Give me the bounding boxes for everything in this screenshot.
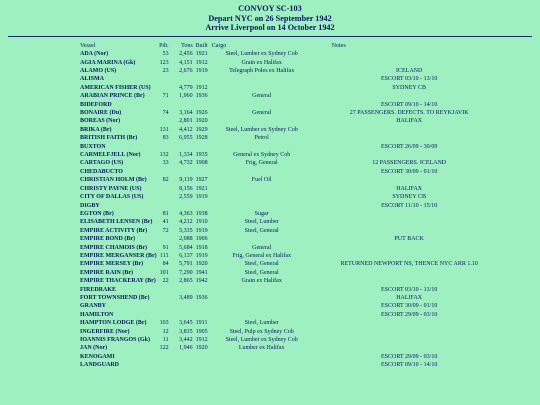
vessel-cell: CARTAGO (US) xyxy=(80,160,124,167)
pdt-cell xyxy=(157,361,173,369)
vessel-cell: AGIA MARINA (Gk) xyxy=(80,59,136,66)
vessel-cell: EMPIRE MERGANSER (Br) xyxy=(80,252,157,259)
tons-cell: 3,164 xyxy=(179,110,193,117)
built-cell: 1936 xyxy=(195,294,208,301)
tons-cell xyxy=(173,202,196,210)
cargo-cell: Steel, Lumber ex Sydney Cob xyxy=(225,51,298,58)
notes-cell: 12 PASSENGERS. ICELAND xyxy=(372,160,447,167)
table-row xyxy=(80,151,507,159)
notes-cell xyxy=(312,344,507,352)
vessel-cell: JAN (Nor) xyxy=(80,345,108,352)
cargo-cell: Steel, General xyxy=(244,261,279,268)
cargo-cell: Steel, General xyxy=(244,227,279,234)
pdt-cell xyxy=(157,101,173,109)
pdt-cell xyxy=(157,185,173,193)
cargo-cell: Steel, Lumber xyxy=(244,219,279,226)
vessel-cell: EMPIRE MERSEY (Br) xyxy=(80,261,144,268)
pdt-cell: 33 xyxy=(162,160,169,167)
cargo-cell: Steel, Lumber xyxy=(244,320,279,327)
cargo-cell xyxy=(212,143,312,151)
table-row xyxy=(80,235,507,243)
built-cell xyxy=(196,353,212,361)
arrive-line: Arrive Liverpool on 14 October 1942 xyxy=(205,23,335,33)
vessel-cell: ALISMA xyxy=(80,76,105,83)
table-row xyxy=(80,328,507,336)
built-cell: 1912 xyxy=(195,337,208,343)
table-row xyxy=(80,185,507,193)
table-row xyxy=(80,109,507,117)
notes-cell xyxy=(312,92,507,100)
vessel-cell: CARMELFJELL (Nor) xyxy=(80,152,141,159)
notes-cell xyxy=(312,176,507,184)
pdt-cell xyxy=(157,193,173,201)
tons-cell: 1,334 xyxy=(179,152,193,159)
tons-cell: 6,955 xyxy=(179,135,193,142)
vessel-cell: ELISABETH LENSEN (Br) xyxy=(80,219,153,226)
notes-cell xyxy=(312,252,507,260)
table-row xyxy=(80,134,507,142)
cargo-cell: General xyxy=(252,93,272,100)
pdt-cell: 82 xyxy=(162,177,169,184)
built-cell xyxy=(196,302,212,310)
built-cell: 1928 xyxy=(195,135,208,142)
table-row xyxy=(80,126,507,134)
built-cell: 1910 xyxy=(195,219,208,226)
pdt-cell: 22 xyxy=(162,278,169,285)
pdt-cell xyxy=(157,235,173,243)
notes-cell xyxy=(312,319,507,327)
table-row xyxy=(80,159,507,167)
cargo-cell xyxy=(212,101,312,109)
pdt-cell: 11 xyxy=(162,337,169,343)
built-cell: 1929 xyxy=(195,126,208,133)
pdt-cell: 101 xyxy=(159,269,169,276)
notes-cell: ESCORT 26/09 - 30/09 xyxy=(380,143,438,150)
pdt-cell xyxy=(157,302,173,310)
pdt-cell xyxy=(157,143,173,151)
table-row xyxy=(80,260,507,268)
vessel-cell: DIGBY xyxy=(80,202,100,209)
tons-cell: 3,442 xyxy=(179,337,193,343)
tons-cell: 4,412 xyxy=(179,126,193,133)
tons-cell xyxy=(173,311,196,319)
notes-cell xyxy=(312,336,507,344)
table-row xyxy=(80,117,507,125)
tons-cell: 2,456 xyxy=(179,51,193,58)
table-row xyxy=(80,361,507,369)
tons-cell: 4,363 xyxy=(179,210,193,217)
vessel-cell: EMPIRE RAIN (Br) xyxy=(80,269,133,276)
tons-cell: 6,137 xyxy=(179,252,193,259)
tons-cell: 1,946 xyxy=(179,345,193,352)
vessel-cell: CHRISTY PAYNE (US) xyxy=(80,185,142,192)
notes-cell: HALIFAX xyxy=(396,294,423,301)
pdt-cell: 111 xyxy=(160,252,169,259)
vessel-cell: IOANNIS FRANGOS (Gk) xyxy=(80,337,151,343)
pdt-cell xyxy=(157,311,173,319)
pdt-cell: 72 xyxy=(162,227,169,234)
table-row xyxy=(80,286,507,294)
tons-cell: 3,645 xyxy=(179,320,193,327)
built-cell: 1911 xyxy=(195,320,208,327)
tons-cell: 2,865 xyxy=(179,278,193,285)
cargo-cell: Steel, Lumber ex Sydney Cob xyxy=(225,126,298,133)
cargo-cell: Frig, General xyxy=(245,160,278,167)
cargo-cell xyxy=(212,311,312,319)
pdt-cell xyxy=(157,294,173,302)
tons-cell: 2,801 xyxy=(179,118,193,125)
col-header-vessel: Vessel xyxy=(80,42,96,49)
table-row xyxy=(80,252,507,260)
cargo-cell: Grain ex Halifax xyxy=(241,59,282,66)
cargo-cell xyxy=(212,168,312,176)
vessel-cell: ADA (Nor) xyxy=(80,51,109,58)
pdt-cell: 81 xyxy=(162,210,169,217)
vessel-cell: BRIKA (Br) xyxy=(80,126,112,133)
built-cell xyxy=(196,311,212,319)
table-row xyxy=(80,218,507,226)
tons-cell xyxy=(173,101,196,109)
vessel-cell: BRITISH FAITH (Br) xyxy=(80,135,138,142)
tons-cell: 2,088 xyxy=(179,236,193,243)
cargo-cell: Telegraph Poles ex Halifax xyxy=(229,68,295,74)
notes-cell: PUT BACK xyxy=(394,236,424,243)
col-header-cargo: Cargo xyxy=(211,42,227,49)
tons-cell: 5,684 xyxy=(179,244,193,251)
pdt-cell: 132 xyxy=(159,152,169,159)
table-row xyxy=(80,59,507,67)
cargo-cell xyxy=(212,185,312,193)
table-row xyxy=(80,50,507,58)
built-cell: 1921 xyxy=(195,51,208,58)
notes-cell xyxy=(312,269,507,277)
built-cell: 1918 xyxy=(195,244,208,251)
col-header-built: Built xyxy=(195,42,208,49)
table-row xyxy=(80,101,507,109)
cargo-cell xyxy=(212,84,312,92)
vessel-cell: AMERICAN FISHER (US) xyxy=(80,84,151,91)
pdt-cell: 71 xyxy=(162,93,169,100)
table-row xyxy=(80,210,507,218)
built-cell xyxy=(196,361,212,369)
built-cell: 1912 xyxy=(195,59,208,66)
pdt-cell: 41 xyxy=(162,219,169,226)
table-row xyxy=(80,311,507,319)
col-header-tons: Tons xyxy=(181,42,193,49)
notes-cell: HALIFAX xyxy=(396,185,423,192)
pdt-cell: 123 xyxy=(159,59,169,66)
pdt-cell xyxy=(157,75,173,83)
notes-cell xyxy=(312,151,507,159)
table-row xyxy=(80,269,507,277)
tons-cell xyxy=(173,302,196,310)
tons-cell: 4,212 xyxy=(179,219,193,226)
built-cell: 1919 xyxy=(195,194,208,201)
vessel-cell: CITY OF DALLAS (US) xyxy=(80,194,144,201)
vessel-cell: HAMILTON xyxy=(80,311,114,318)
notes-cell: SYDNEY CB xyxy=(392,194,426,201)
built-cell: 1905 xyxy=(195,328,208,335)
table-row xyxy=(80,193,507,201)
notes-cell: ESCORT 11/10 - 15/10 xyxy=(381,202,438,209)
notes-cell: ICELAND xyxy=(396,68,423,74)
tons-cell: 3,835 xyxy=(179,328,193,335)
built-cell: 1926 xyxy=(195,110,208,117)
pdt-cell: 131 xyxy=(159,126,169,133)
vessel-cell: CHRISTIAN HOLM (Br) xyxy=(80,177,147,184)
built-cell: 1919 xyxy=(195,68,208,74)
vessel-cell: FIREDRAKE xyxy=(80,286,117,293)
convoy-title: CONVOY SC-103 xyxy=(238,4,302,13)
notes-cell: ESCORT 29/09 - 03/10 xyxy=(380,311,438,318)
notes-cell: ESCORT 03/10 - 13/10 xyxy=(380,286,438,293)
table-row xyxy=(80,92,507,100)
cargo-cell: Sugar xyxy=(254,210,269,217)
tons-cell: 9,119 xyxy=(179,177,193,184)
built-cell: 1919 xyxy=(195,227,208,234)
pdt-cell xyxy=(157,84,173,92)
table-row xyxy=(80,244,507,252)
built-cell: 1906 xyxy=(195,236,208,243)
cargo-cell xyxy=(212,117,312,125)
vessel-cell: ALAMO (US) xyxy=(80,68,117,74)
built-cell xyxy=(196,168,212,176)
built-cell xyxy=(196,143,212,151)
notes-cell xyxy=(312,218,507,226)
table-row xyxy=(80,294,507,302)
header-divider xyxy=(8,36,532,37)
built-cell: 1942 xyxy=(195,278,208,285)
vessel-cell: FORT TOWNSHEND (Br) xyxy=(80,294,150,301)
table-row xyxy=(80,277,507,285)
pdt-cell xyxy=(157,168,173,176)
pdt-cell xyxy=(157,353,173,361)
pdt-cell: 84 xyxy=(162,261,169,268)
notes-cell xyxy=(312,244,507,252)
cargo-cell: Frig, General ex Halifax xyxy=(232,252,291,259)
table-row xyxy=(80,336,507,344)
notes-cell: ESCORT 09/10 - 14/10 xyxy=(380,362,438,369)
cargo-cell xyxy=(212,75,312,83)
table-row xyxy=(80,302,507,310)
vessel-cell: EMPIRE BOND (Br) xyxy=(80,236,135,243)
col-header-notes: Notes xyxy=(331,42,346,49)
built-cell: 1920 xyxy=(195,345,208,352)
pdt-cell: 91 xyxy=(162,244,169,251)
built-cell: 1927 xyxy=(195,177,208,184)
table-row xyxy=(80,168,507,176)
built-cell: 1919 xyxy=(195,252,208,259)
vessel-cell: EMPIRE CHAMOIS (Br) xyxy=(80,244,147,251)
built-cell: 1935 xyxy=(195,152,208,159)
tons-cell: 7,290 xyxy=(179,269,193,276)
tons-cell: 2,559 xyxy=(179,194,193,201)
cargo-cell xyxy=(212,302,312,310)
tons-cell: 5,335 xyxy=(179,227,193,234)
tons-cell xyxy=(173,143,196,151)
built-cell xyxy=(196,286,212,294)
notes-cell: ESCORT 29/09 - 03/10 xyxy=(380,353,438,360)
notes-cell: ESCORT 30/09 - 01/10 xyxy=(380,168,438,175)
notes-cell: RETURNED NEWPORT NS, THENCE NYC ARR 1.10 xyxy=(340,261,478,268)
cargo-cell: Steel, Lumber ex Sydney Cob xyxy=(225,337,298,343)
cargo-cell xyxy=(212,235,312,243)
notes-cell xyxy=(312,134,507,142)
vessel-cell: HAMPTON LODGE (Br) xyxy=(80,320,147,327)
pdt-cell: 103 xyxy=(159,320,169,327)
cargo-cell xyxy=(212,193,312,201)
pdt-cell: 23 xyxy=(162,68,169,74)
table-row xyxy=(80,176,507,184)
cargo-cell xyxy=(212,286,312,294)
notes-cell: HALIFAX xyxy=(396,118,423,125)
table-row xyxy=(80,75,507,83)
pdt-cell: 12 xyxy=(162,328,169,335)
tons-cell: 2,676 xyxy=(179,68,193,74)
tons-cell: 5,791 xyxy=(179,261,193,268)
pdt-cell: 83 xyxy=(162,135,169,142)
tons-cell xyxy=(173,353,196,361)
tons-cell xyxy=(173,361,196,369)
table-row xyxy=(80,353,507,361)
table-row xyxy=(80,67,507,75)
vessel-cell: INGERFIRE (Nor) xyxy=(80,328,130,335)
tons-cell: 8,156 xyxy=(179,185,193,192)
vessel-cell: GRANBY xyxy=(80,303,107,310)
notes-cell xyxy=(312,227,507,235)
notes-cell: SYDNEY CB xyxy=(392,84,426,91)
pdt-cell xyxy=(157,117,173,125)
tons-cell: 4,732 xyxy=(179,160,193,167)
pdt-cell xyxy=(157,202,173,210)
notes-cell: 27 PASSENGERS. DEFECTS. TO REYKJAVIK xyxy=(349,110,469,117)
built-cell: 1912 xyxy=(195,84,208,91)
built-cell: 1920 xyxy=(195,118,208,125)
cargo-cell: Petrol xyxy=(254,135,269,142)
table-row xyxy=(80,344,507,352)
vessel-cell: EMPIRE ACTIVITY (Br) xyxy=(80,227,148,234)
built-cell: 1920 xyxy=(195,261,208,268)
vessel-cell: EMPIRE THACKERAY (Br) xyxy=(80,278,156,285)
tons-cell: 4,779 xyxy=(179,84,193,91)
notes-cell xyxy=(312,328,507,336)
vessel-cell: ARABIAN PRINCE (Br) xyxy=(80,93,145,100)
notes-cell xyxy=(312,126,507,134)
built-cell: 1938 xyxy=(195,210,208,217)
notes-cell xyxy=(312,277,507,285)
pdt-cell: 53 xyxy=(162,51,169,58)
tons-cell: 1,960 xyxy=(179,93,193,100)
table-row xyxy=(80,319,507,327)
table-header-row xyxy=(80,42,507,50)
cargo-cell: Grain ex Halifax xyxy=(241,278,282,285)
built-cell: 1908 xyxy=(195,160,208,167)
vessel-cell: KENOGAMI xyxy=(80,353,115,360)
pdt-cell: 74 xyxy=(162,110,169,117)
pdt-cell: 122 xyxy=(159,345,169,352)
table-row xyxy=(80,84,507,92)
depart-line: Depart NYC on 26 September 1942 xyxy=(208,13,332,23)
notes-cell: ESCORT 09/10 - 14/10 xyxy=(380,101,438,108)
page-header xyxy=(0,0,540,33)
vessel-cell: LANDGUARD xyxy=(80,362,119,369)
convoy-table xyxy=(80,42,507,370)
tons-cell xyxy=(173,168,196,176)
tons-cell xyxy=(173,286,196,294)
col-header-pdt: Pdt. xyxy=(159,42,169,49)
built-cell xyxy=(196,75,212,83)
cargo-cell: Steel, Pulp ex Sydney Cob xyxy=(229,328,294,335)
vessel-cell: EGTON (Br) xyxy=(80,210,114,217)
tons-cell xyxy=(173,75,196,83)
cargo-cell xyxy=(212,361,312,369)
built-cell: 1941 xyxy=(195,269,208,276)
cargo-cell: General xyxy=(252,110,272,117)
built-cell: 1921 xyxy=(195,185,208,192)
cargo-cell: General xyxy=(252,244,272,251)
cargo-cell xyxy=(212,353,312,361)
built-cell xyxy=(196,202,212,210)
vessel-cell: CHEDABUCTO xyxy=(80,168,123,175)
table-row xyxy=(80,143,507,151)
notes-cell xyxy=(312,210,507,218)
table-row xyxy=(80,227,507,235)
notes-cell: ESCORT 30/09 - 01/10 xyxy=(380,303,438,310)
vessel-cell: BUXTON xyxy=(80,143,106,150)
notes-cell: ESCORT 03/10 - 13/10 xyxy=(380,76,438,83)
tons-cell: 3,489 xyxy=(179,294,193,301)
table-row xyxy=(80,202,507,210)
vessel-cell: BIDEFORD xyxy=(80,101,112,108)
vessel-cell: BONAIRE (Du) xyxy=(80,110,122,117)
pdt-cell xyxy=(157,286,173,294)
built-cell xyxy=(196,101,212,109)
vessel-cell: BOREAS (Nor) xyxy=(80,118,121,125)
cargo-cell: General ex Sydney Cob xyxy=(233,152,291,159)
cargo-cell xyxy=(212,202,312,210)
cargo-cell: Fuel Oil xyxy=(251,177,272,184)
cargo-cell xyxy=(212,294,312,302)
built-cell: 1936 xyxy=(195,93,208,100)
tons-cell: 4,151 xyxy=(179,59,193,66)
notes-cell xyxy=(312,50,507,58)
cargo-cell: Lumber ex Halifax xyxy=(238,345,285,352)
notes-cell xyxy=(312,59,507,67)
cargo-cell: Steel, General xyxy=(244,269,279,276)
